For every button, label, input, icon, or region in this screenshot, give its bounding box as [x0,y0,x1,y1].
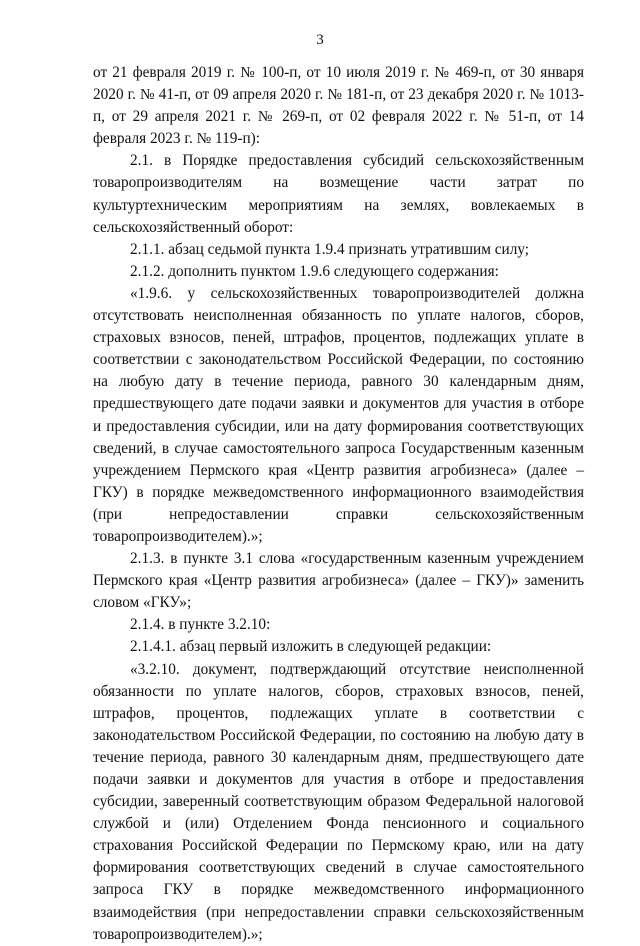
page-number: 3 [316,32,324,48]
paragraph-2-1-1: 2.1.1. абзац седьмой пункта 1.9.4 признать утратившим силу; [130,240,530,258]
paragraph-3-2-10: «3.2.10. документ, подтверждающий отсутствие неисполненной обязанности по уплате налогов, сборов, страховых взносов, пеней, штрафов, процентов, подлежащих уплате в соответствии с законодательством Российской Федерации, по состоянию на любую дату в течение периода, равного 30 календарным дням, предшествующего дате подачи заявки и документов для участия в отборе и предоставления субсидии, заверенный соответствующим образом Федеральной налоговой службой и (или) Отделением Фонда пенсионного и социального страхования Российской Федерации по Пермскому краю, или на дату формирования соответствующих сведений в случае самостоятельного запроса ГКУ в порядке межведомственного информационного взаимодействия (при непредоставлении справки сельскохозяйственным товаропроизводителем).»; [93,660,584,943]
paragraph-amendments-list: от 21 февраля 2019 г. № 100-п, от 10 июля 2019 г. № 469-п, от 30 января 2020 г. № 41-п, от 09 апреля 2020 г. № 181-п, от 23 декабря 2020 г. № 1013-п, от 29 апреля 2021 г. № 269-п, от 02 февраля 2022 г. № 51-п, от 14 февраля 2023 г. № 119-п): [93,64,584,148]
document-body [93,62,584,946]
paragraph-2-1-4: 2.1.4. в пункте 3.2.10: [130,616,271,634]
paragraph-2-1-3: 2.1.3. в пункте 3.1 слова «государственным казенным учреждением Пермского края «Центр развития агробизнеса» (далее – ГКУ)» заменить словом «ГКУ»; [93,550,584,612]
paragraph-2-1-4-1: 2.1.4.1. абзац первый изложить в следующей редакции: [130,638,492,656]
paragraph-2-1: 2.1. в Порядке предоставления субсидий сельскохозяйственным товаропроизводителям на возмещение части затрат по культуртехническим мероприятиям на землях, вовлекаемых в сельскохозяйственный оборот: [93,152,584,236]
paragraph-2-1-2: 2.1.2. дополнить пунктом 1.9.6 следующего содержания: [130,262,499,280]
paragraph-1-9-6: «1.9.6. у сельскохозяйственных товаропроизводителей должна отсутствовать неисполненная обязанность по уплате налогов, сборов, страховых взносов, пеней, штрафов, процентов, подлежащих уплате в соответствии с законодательством Российской Федерации, по состоянию на любую дату в течение периода, равного 30 календарным дням, предшествующего дате подачи заявки и документов для участия в отборе и предоставления субсидии, или на дату формирования соответствующих сведений, в случае самостоятельного запроса Государственным казенным учреждением Пермского края «Центр развития агробизнеса» (далее – ГКУ) в порядке межведомственного информационного взаимодействия (при непредоставлении справки сельскохозяйственным товаропроизводителем).»; [93,284,584,545]
